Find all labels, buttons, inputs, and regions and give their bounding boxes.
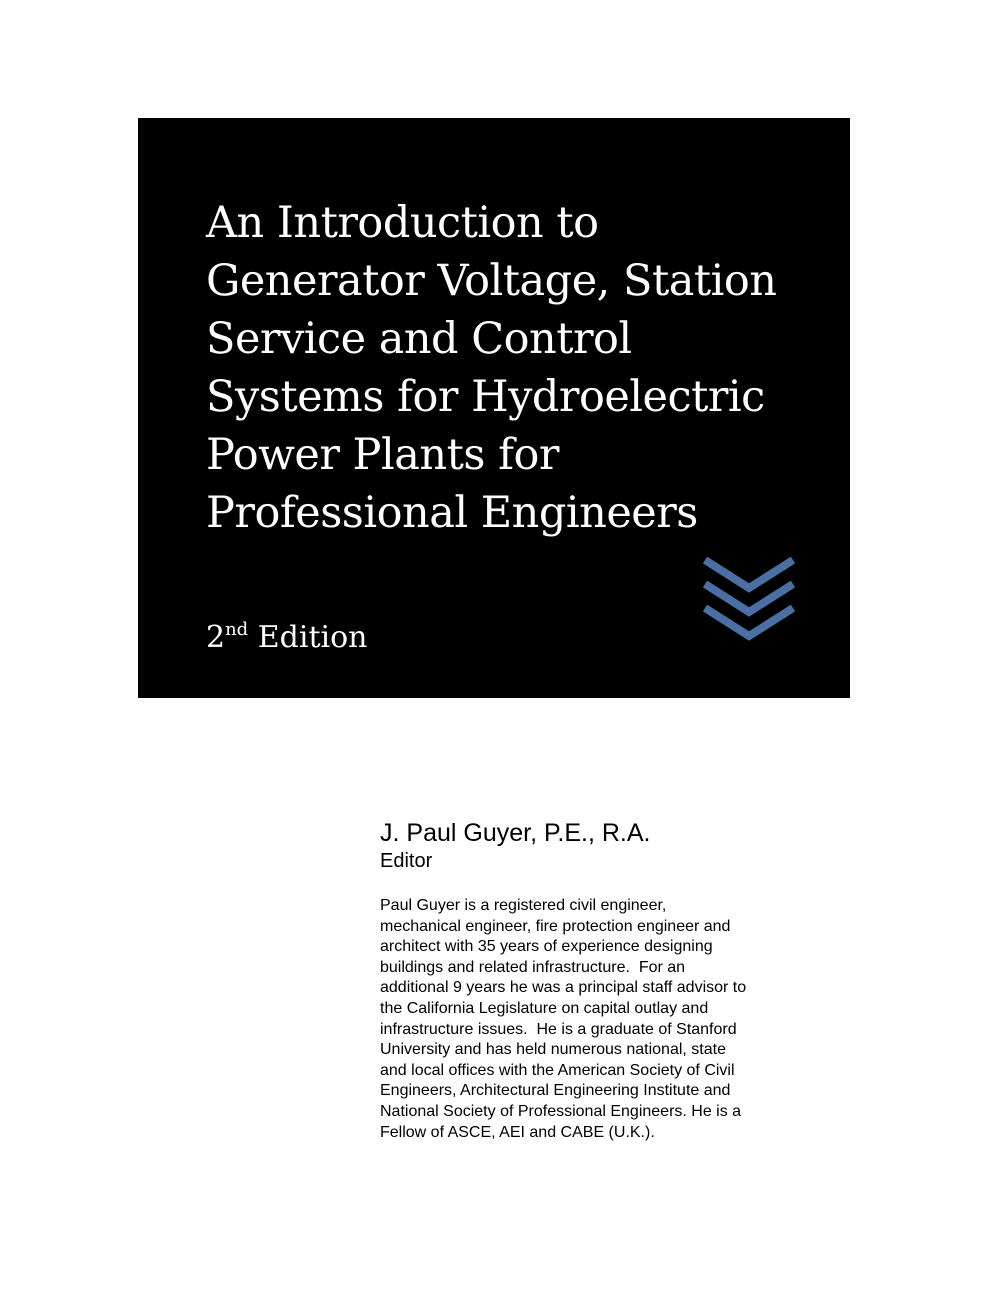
title-line: Professional Engineers (206, 488, 698, 538)
bio-line: additional 9 years he was a principal staff advisor to (380, 979, 747, 997)
bio-line: National Society of Professional Engineers. He is a (380, 1102, 742, 1120)
triple-chevron-down-icon (701, 556, 797, 646)
bio-line: Engineers, Architectural Engineering Institute and (380, 1082, 731, 1100)
author-block (380, 818, 820, 874)
bio-line: buildings and related infrastructure. For an (380, 958, 686, 976)
edition-suffix: nd (225, 619, 249, 640)
title-line: Service and Control (206, 314, 632, 364)
title-line: Generator Voltage, Station (206, 256, 777, 306)
edition-number: 2 (206, 620, 226, 655)
edition-label (206, 610, 368, 658)
author-name: J. Paul Guyer, P.E., R.A. (380, 819, 651, 847)
book-title (206, 194, 826, 542)
bio-line: infrastructure issues. He is a graduate of Stanford (380, 1020, 737, 1038)
cover-panel (138, 118, 850, 698)
title-line: Power Plants for (206, 430, 559, 480)
bio-line: Paul Guyer is a registered civil engineer, (380, 897, 667, 914)
title-line: Systems for Hydroelectric (206, 372, 765, 422)
bio-line: Fellow of ASCE, AEI and CABE (U.K.). (380, 1123, 655, 1141)
title-line: An Introduction to (206, 198, 599, 248)
bio-line: mechanical engineer, fire protection engineer and (380, 917, 731, 935)
author-role: Editor (380, 850, 433, 872)
author-bio (380, 896, 820, 1143)
edition-text: Edition (248, 620, 368, 655)
bio-line: the California Legislature on capital outlay and (380, 999, 709, 1017)
bio-line: and local offices with the American Society of Civil (380, 1061, 735, 1079)
bio-line: architect with 35 years of experience designing (380, 938, 713, 956)
bio-line: University and has held numerous national, state (380, 1041, 726, 1059)
